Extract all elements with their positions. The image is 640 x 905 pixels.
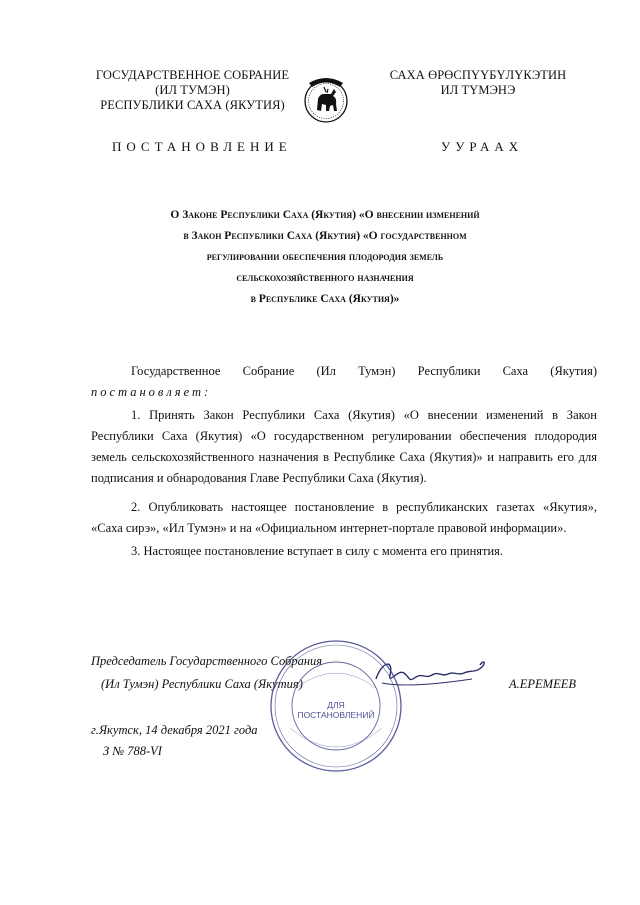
document-title (100, 205, 550, 310)
place-and-date: г.Якутск, 14 декабря 2021 года (91, 723, 258, 737)
header-right-line1: САХА ӨРӨСПҮҮБҮЛҮКЭТИН (389, 68, 567, 82)
title-line2: в Закон Республики Саха (Якутия) «О государственном (183, 230, 467, 242)
coat-of-arms-emblem (303, 73, 349, 129)
doc-type-right: УУРААХ (441, 139, 524, 154)
document-number: З № 788-VI (103, 744, 162, 758)
signatory-position-line1: Председатель Государственного Собрания (91, 654, 323, 668)
title-line3: регулировании обеспечения плодородия земель (206, 251, 444, 263)
header-left-line3: РЕСПУБЛИКИ САХА (ЯКУТИЯ) (100, 98, 285, 112)
body-intro (91, 361, 597, 382)
header-left-line2: (ИЛ ТУМЭН) (155, 83, 230, 97)
signatory-name: А.ЕРЕМЕЕВ (509, 677, 576, 691)
item-1: 1. Принять Закон Республики Саха (Якутия) «О внесении изменений в Закон Республики Саха (Якутия) «О государственном регулировании обеспечения плодородия земель сельскохозяйственного назначения в Республике Саха (Якутия)» и направить его для подписания и обнародования Главе Республики Саха (Якутия). (91, 408, 597, 485)
stamp-center-line2: ПОСТАНОВЛЕНИЙ (297, 710, 375, 720)
doc-type-left: ПОСТАНОВЛЕНИЕ (112, 139, 292, 154)
decrees-word: постановляет: (91, 385, 212, 399)
item-2: 2. Опубликовать настоящее постановление в республиканских газетах «Якутия», «Саха сирэ», «Ил Тумэн» и на «Официальном интернет-портале правовой информации». (91, 500, 597, 535)
item-3: 3. Настоящее постановление вступает в силу с момента его принятия. (131, 544, 504, 558)
title-line1: О Законе Республики Саха (Якутия) «О внесении изменений (170, 209, 480, 221)
signatory-position-line2: (Ил Тумэн) Республики Саха (Якутия) (101, 677, 303, 691)
header-left (80, 68, 305, 113)
intro-text: Государственное Собрание (Ил Тумэн) Республики Саха (Якутия) (131, 364, 597, 378)
official-seal-stamp (268, 638, 404, 774)
header-right (383, 68, 573, 98)
header-right-line2: ИЛ ТҮМЭНЭ (440, 83, 516, 97)
stamp-center-line1: ДЛЯ (327, 700, 345, 710)
title-line5: в Республике Саха (Якутия)» (250, 293, 400, 305)
title-line4: сельскохозяйственного назначения (236, 272, 414, 284)
stamp-center-text (268, 700, 404, 720)
header-left-line1: ГОСУДАРСТВЕННОЕ СОБРАНИЕ (95, 68, 290, 82)
